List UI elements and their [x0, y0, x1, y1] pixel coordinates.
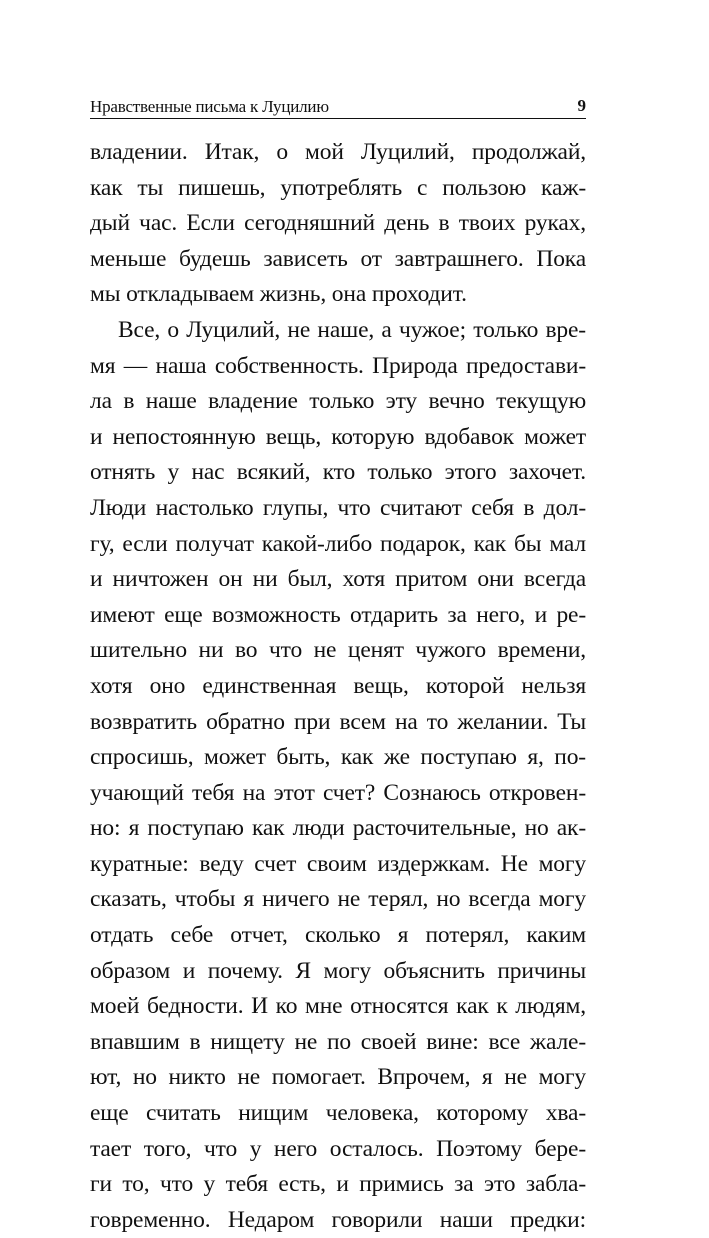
- text-line: возвратить обратно при всем на то желании. Ты: [90, 708, 586, 735]
- text-line: имеют еще возможность отдарить за него, и ре-: [90, 601, 586, 628]
- text-line: меньше будешь зависеть от завтрашнего. Пока: [90, 245, 586, 272]
- text-line: Люди настолько глупы, что считают себя в дол-: [90, 494, 586, 521]
- text-line: тает того, что у него осталось. Поэтому бере-: [90, 1135, 586, 1162]
- running-title: Нравственные письма к Луцилию: [90, 97, 329, 116]
- paragraph-first-line: Все, о Луцилий, не наше, а чужое; только вре-: [118, 316, 586, 343]
- text-line: моей бедности. И ко мне относятся как к людям,: [90, 993, 586, 1020]
- page-number: 9: [577, 96, 586, 115]
- book-page: [90, 92, 586, 1238]
- text-line: учающий тебя на этот счет? Сознаюсь откровен-: [90, 779, 586, 806]
- text-line: шительно ни во что не ценят чужого времени,: [90, 637, 586, 664]
- text-line: ги то, что у тебя есть, и примись за это забла-: [90, 1171, 586, 1198]
- text-line: и ничтожен он ни был, хотя притом они всегда: [90, 566, 586, 593]
- text-line: как ты пишешь, употреблять с пользою каж-: [90, 174, 586, 201]
- text-line: хотя оно единственная вещь, которой нельзя: [90, 672, 586, 699]
- text-line: гу, если получат какой-либо подарок, как бы мал: [90, 530, 586, 557]
- text-line: ют, но никто не помогает. Впрочем, я не могу: [90, 1064, 586, 1091]
- text-line: и непостоянную вещь, которую вдобавок может: [90, 423, 586, 450]
- text-line: ла в наше владение только эту вечно текущую: [90, 388, 586, 415]
- paragraph-last-line: мы откладываем жизнь, она проходит.: [90, 281, 467, 308]
- text-line: говременно. Недаром говорили наши предки:: [90, 1206, 586, 1233]
- text-line: спросишь, может быть, как же поступаю я, по-: [90, 744, 586, 771]
- text-line: образом и почему. Я могу объяснить причины: [90, 957, 586, 984]
- text-line: куратные: веду счет своим издержкам. Не могу: [90, 850, 586, 877]
- text-line: сказать, чтобы я ничего не терял, но всегда могу: [90, 886, 586, 913]
- body-text: [90, 135, 586, 1238]
- text-line: владении. Итак, о мой Луцилий, продолжай,: [90, 139, 586, 165]
- running-header: [90, 92, 586, 119]
- text-line: мя — наша собственность. Природа предостави-: [90, 352, 586, 379]
- text-line: но: я поступаю как люди расточительные, но ак-: [90, 815, 586, 842]
- text-line: впавшим в нищету не по своей вине: все жале-: [90, 1028, 586, 1055]
- text-line: отдать себе отчет, сколько я потерял, каким: [90, 922, 586, 949]
- text-line: еще считать нищим человека, которому хва-: [90, 1100, 586, 1127]
- text-line: дый час. Если сегодняшний день в твоих руках,: [90, 210, 586, 237]
- text-line: отнять у нас всякий, кто только этого захочет.: [90, 459, 586, 486]
